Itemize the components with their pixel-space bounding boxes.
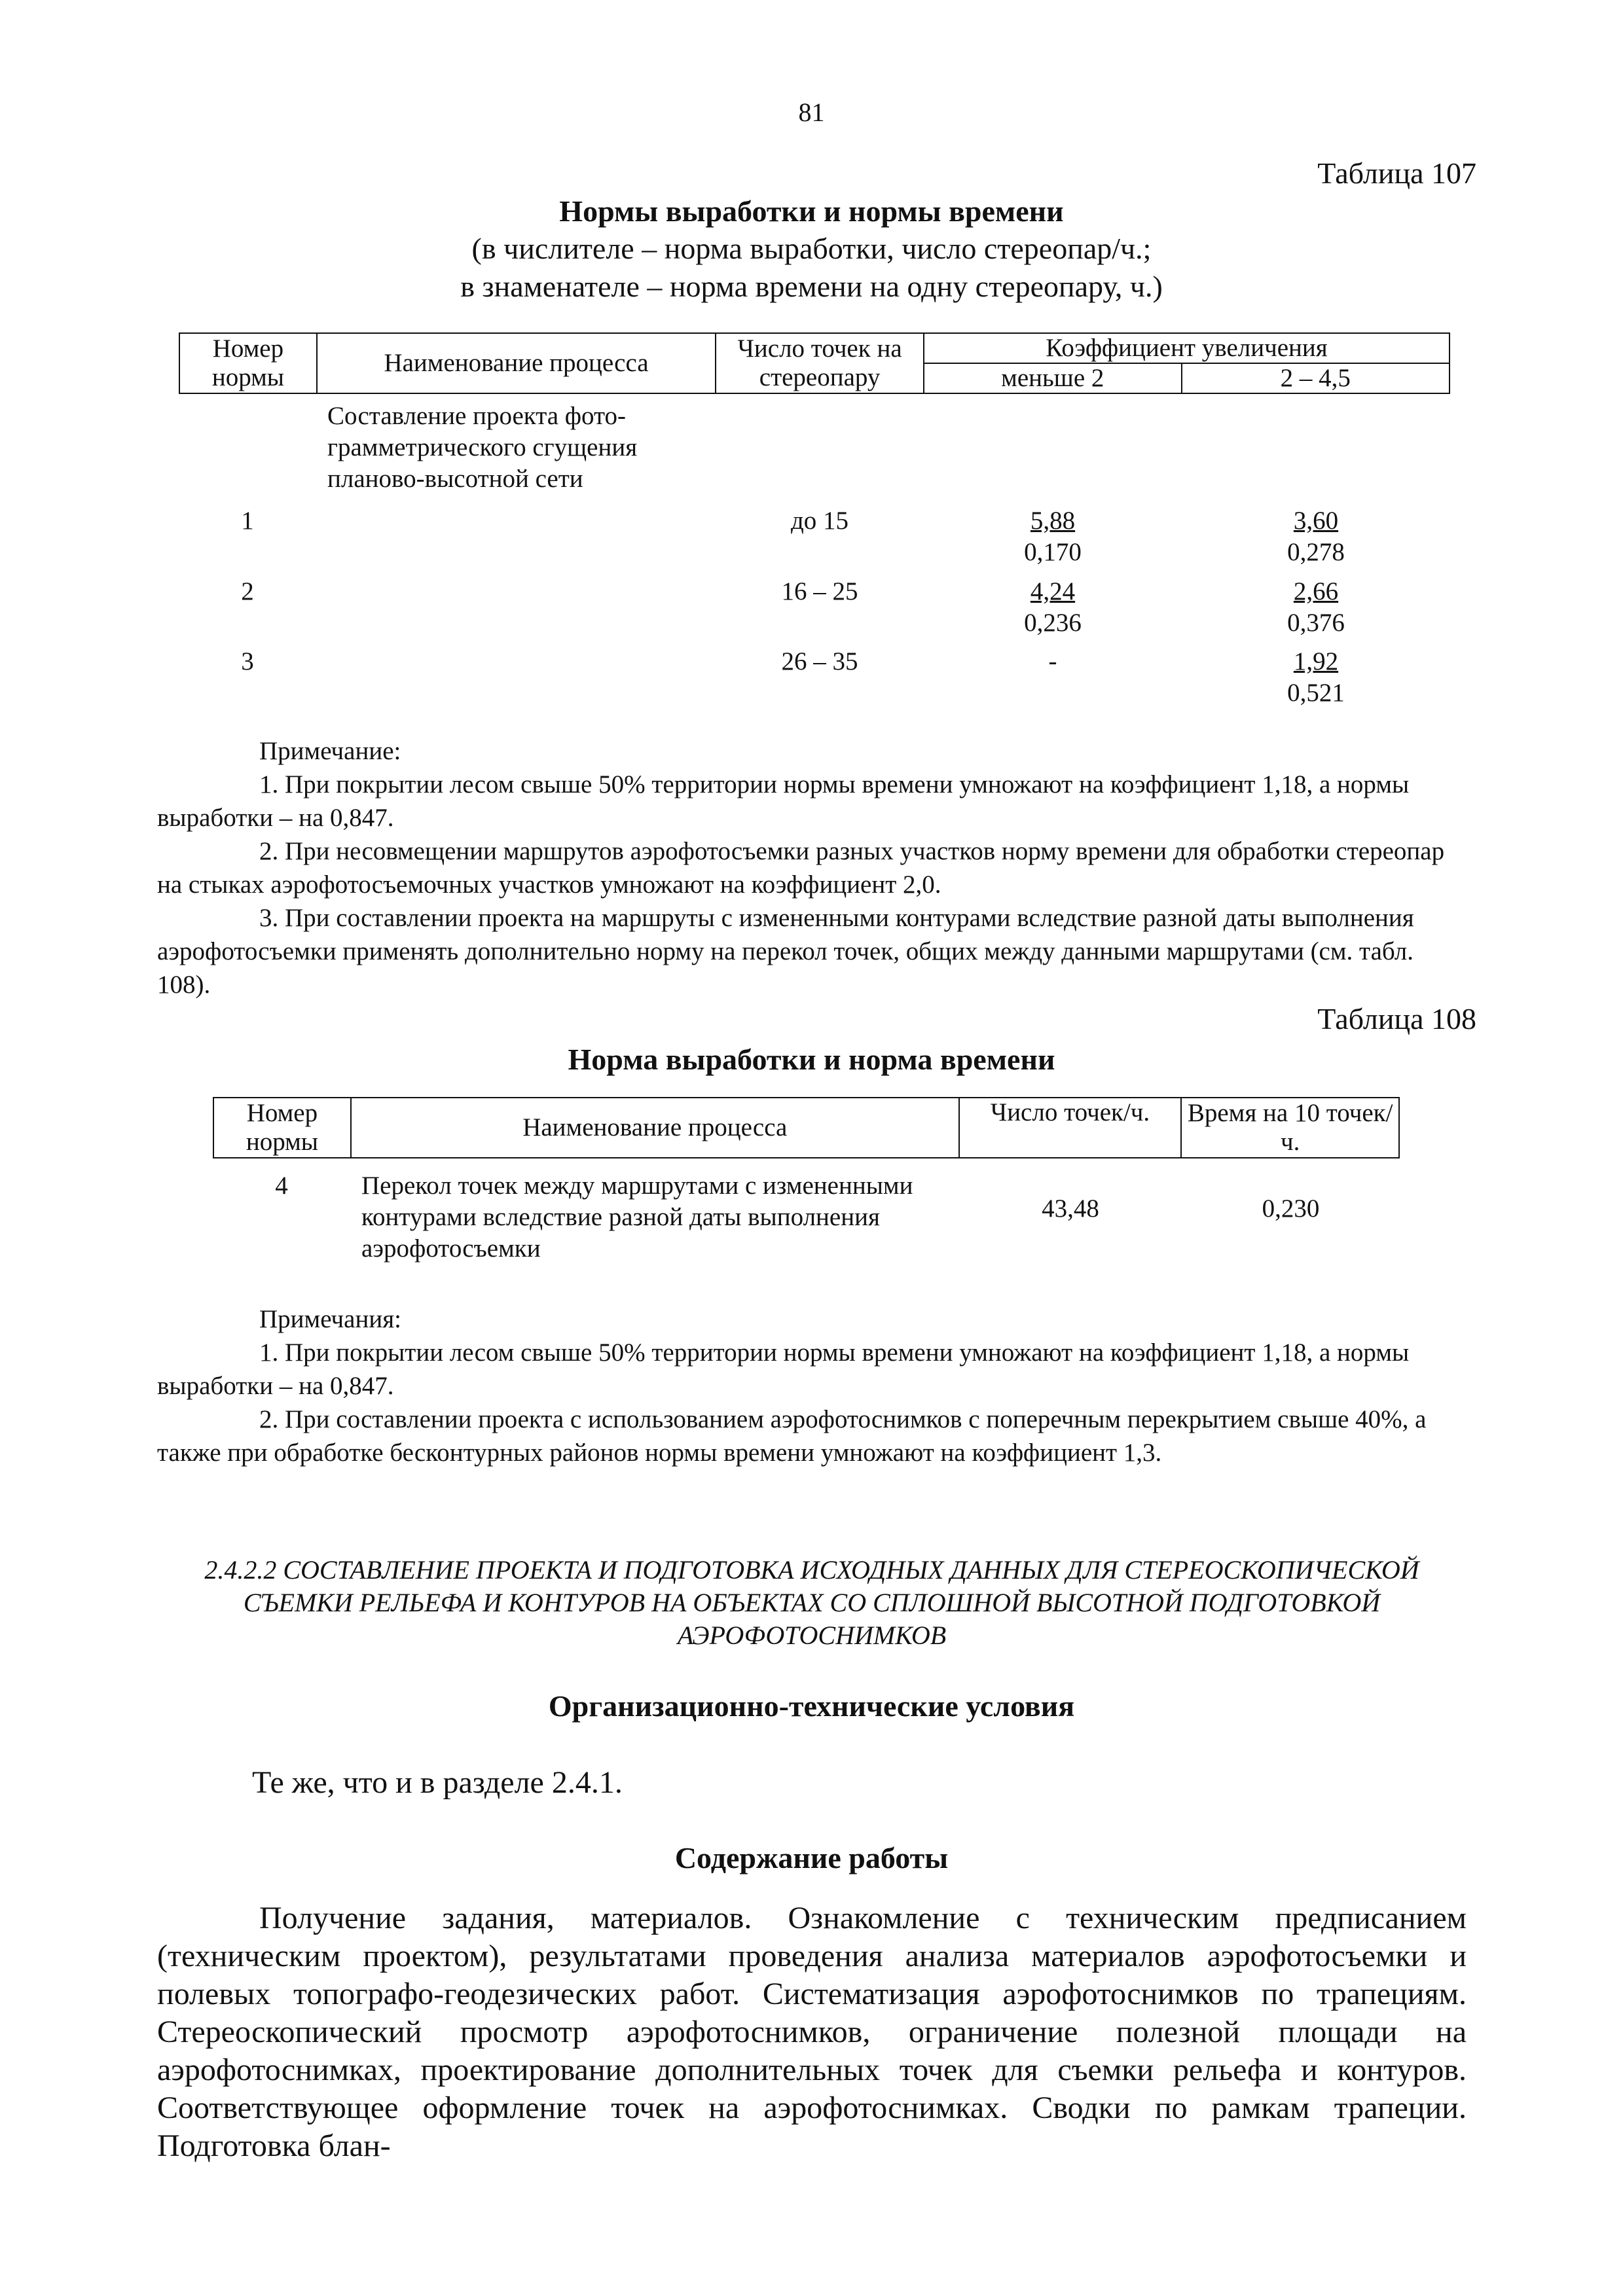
- header-norm-no: Номер нормы: [179, 333, 317, 393]
- row-1-lt2-numerator: 5,88: [1030, 507, 1076, 535]
- note-item: 2. При составлении проекта с использованием аэрофотоснимков с поперечным перекрытием свыше 40%, а также при обработке бесконтурных районов нормы времени умножают на коэффициент 1,3.: [157, 1405, 1427, 1467]
- row-4-process: Перекол точек между маршрутами с измененными контурами вследствие разной даты выполнения аэрофотосъемки: [361, 1172, 913, 1263]
- row-1-lt2: [924, 505, 1182, 568]
- table-108-header: [213, 1097, 1400, 1158]
- table-108-title: Норма выработки и норма времени: [568, 1043, 1055, 1076]
- row-2-points: 16 – 25: [781, 577, 858, 605]
- row-1-lt2-denominator: 0,170: [1024, 538, 1082, 566]
- header-108-points-per-hour: Число точек/ч.: [959, 1098, 1182, 1158]
- header-coef-2-45: 2 – 4,5: [1182, 363, 1450, 393]
- row-2-lt2-denominator: 0,236: [1024, 609, 1082, 637]
- row-4-no: 4: [275, 1172, 288, 1200]
- row-1-range-numerator: 3,60: [1293, 507, 1339, 535]
- header-coef-lt2: меньше 2: [924, 363, 1182, 393]
- header-108-time-per-10: Время на 10 точек/ч.: [1181, 1098, 1399, 1158]
- section-heading: 2.4.2.2 СОСТАВЛЕНИЕ ПРОЕКТА И ПОДГОТОВКА ИСХОДНЫХ ДАННЫХ ДЛЯ СТЕРЕОСКОПИЧЕСКОЙ СЪЕМКИ РЕЛЬЕФА И КОНТУРОВ НА ОБЪЕКТАХ СО СПЛОШНОЙ ВЫСОТНОЙ ПОДГОТОВКОЙ АЭРОФОТОСНИМКОВ: [204, 1555, 1419, 1650]
- row-4-points-per-hour: 43,48: [1042, 1194, 1099, 1223]
- org-text: Те же, что и в разделе 2.4.1.: [252, 1765, 623, 1800]
- table-107-label: Таблица 107: [1317, 156, 1476, 190]
- table-107-header: [179, 332, 1450, 394]
- table-107-subtitle-2: в знаменателе – норма времени на одну стереопару, ч.): [460, 270, 1163, 303]
- page-number: 81: [798, 98, 825, 127]
- row-2-range: [1182, 576, 1450, 639]
- row-2-range-denominator: 0,376: [1287, 609, 1345, 637]
- header-108-norm-no: Номер нормы: [213, 1098, 351, 1158]
- header-coef: Коэффициент увеличения: [924, 333, 1450, 363]
- note-item: 3. При составлении проекта на маршруты с измененными контурами вследствие разной даты выполнения аэрофотосъемки применять дополнительно норму на перекол точек, общих между данными маршрутами (см. табл. 108).: [157, 904, 1414, 999]
- row-1-range-denominator: 0,278: [1287, 538, 1345, 566]
- row-1-no: 1: [241, 507, 254, 535]
- header-points: Число точек на стереопару: [716, 333, 924, 393]
- note-item: 2. При несовмещении маршрутов аэрофотосъемки разных участков норму времени для обработки стереопар на стыках аэрофотосъемочных участков умножают на коэффициент 2,0.: [157, 837, 1445, 899]
- org-heading: Организационно-технические условия: [548, 1689, 1075, 1723]
- row-3-range-denominator: 0,521: [1287, 679, 1345, 707]
- row-1-points: до 15: [790, 507, 849, 535]
- notes-title: Примечания:: [259, 1305, 401, 1333]
- table-108-label: Таблица 108: [1317, 1002, 1476, 1035]
- row-2-lt2-numerator: 4,24: [1030, 577, 1076, 605]
- row-2-lt2: [924, 576, 1182, 639]
- header-108-process: Наименование процесса: [351, 1098, 959, 1158]
- row-2-no: 2: [241, 577, 254, 605]
- table-107-notes: [157, 734, 1467, 1001]
- process-name: Составление проекта фото-грамметрического сгущения планово-высотной сети: [327, 402, 638, 493]
- row-3-lt2-dash: -: [1048, 647, 1057, 675]
- note-item: 1. При покрытии лесом свыше 50% территории нормы времени умножают на коэффициент 1,18, а нормы выработки – на 0,847.: [157, 770, 1410, 832]
- note-item: 1. При покрытии лесом свыше 50% территории нормы времени умножают на коэффициент 1,18, а нормы выработки – на 0,847.: [157, 1338, 1410, 1400]
- row-3-range-numerator: 1,92: [1293, 647, 1339, 675]
- header-process: Наименование процесса: [317, 333, 716, 393]
- content-text: Получение задания, материалов. Ознакомление с техническим предписанием (техническим проектом), результатами проведения анализа материалов аэрофотосъемки и полевых топографо-геодезических работ. Систематизация аэрофотоснимков по трапециям. Стереоскопический просмотр аэрофотоснимков, ограничение полезной площади на аэрофотоснимках, проектирование дополнительных точек для съемки рельефа и контуров. Соответствующее оформление точек на аэрофотоснимках. Сводки по рамкам трапеции. Подготовка блан-: [157, 1901, 1467, 2163]
- table-108-notes: [157, 1302, 1467, 1469]
- table-107-title: Нормы выработки и нормы времени: [559, 194, 1064, 228]
- row-3-range: [1182, 646, 1450, 709]
- row-2-range-numerator: 2,66: [1293, 577, 1339, 605]
- table-107-subtitle-1: (в числителе – норма выработки, число стереопар/ч.;: [471, 232, 1152, 265]
- content-heading: Содержание работы: [674, 1841, 949, 1874]
- row-3-points: 26 – 35: [781, 647, 858, 675]
- row-1-range: [1182, 505, 1450, 568]
- row-4-time-per-10: 0,230: [1262, 1194, 1320, 1223]
- notes-title: Примечание:: [259, 737, 401, 765]
- row-3-no: 3: [241, 647, 254, 675]
